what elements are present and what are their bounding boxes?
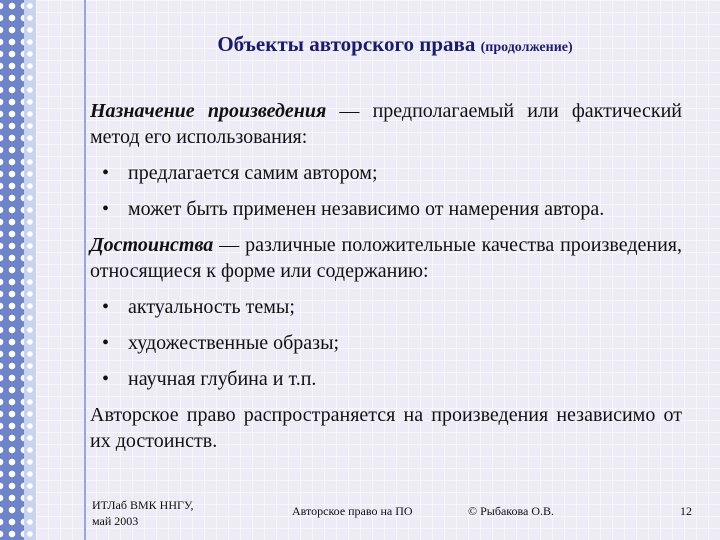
- bullet-list-purpose: [90, 160, 682, 222]
- title-sub: (продолжение): [480, 40, 573, 55]
- term-purpose: Назначение произведения: [90, 100, 327, 122]
- paragraph-closing: Авторское право распространяется на произведения независимо от их достоинств.: [90, 404, 682, 452]
- list-item: [90, 196, 682, 222]
- list-item-text: художественные образы;: [128, 332, 340, 354]
- footer-page-number: 12: [680, 504, 692, 518]
- slide-title: [100, 32, 690, 57]
- definition-purpose: — предполагаемый или фактический метод его использования:: [90, 100, 682, 148]
- definition-merits: — различные положительные качества произведения, относящиеся к форме или содержанию:: [90, 234, 682, 282]
- title-main: Объекты авторского права: [217, 32, 476, 56]
- bullet-icon: •: [102, 368, 110, 390]
- slide-body: [90, 98, 682, 454]
- list-item-text: научная глубина и т.п.: [128, 368, 317, 390]
- footer-org-line1: ИТЛаб ВМК ННГУ,: [92, 498, 194, 512]
- bullet-icon: •: [102, 198, 110, 220]
- list-item: [90, 294, 682, 320]
- list-item-text: предлагается самим автором;: [128, 162, 378, 184]
- list-item: [90, 330, 682, 356]
- footer-org-line2: май 2003: [92, 514, 139, 528]
- bullet-icon: •: [102, 162, 110, 184]
- bullet-list-merits: [90, 294, 682, 392]
- paragraph-merits: [90, 232, 682, 284]
- term-merits: Достоинства: [90, 234, 214, 256]
- footer-author: © Рыбакова О.В.: [468, 504, 555, 518]
- decorative-dot-strip-light: [24, 0, 36, 540]
- decorative-dot-strip: [0, 0, 24, 540]
- list-item: [90, 160, 682, 186]
- footer-organization: [92, 497, 193, 529]
- list-item-text: актуальность темы;: [128, 296, 295, 318]
- bullet-icon: •: [102, 296, 110, 318]
- vertical-divider: [84, 0, 86, 540]
- list-item: [90, 366, 682, 392]
- bullet-icon: •: [102, 332, 110, 354]
- paragraph-purpose: [90, 98, 682, 150]
- list-item-text: может быть применен независимо от намерения автора.: [128, 198, 605, 220]
- footer-course: Авторское право на ПО: [292, 504, 413, 518]
